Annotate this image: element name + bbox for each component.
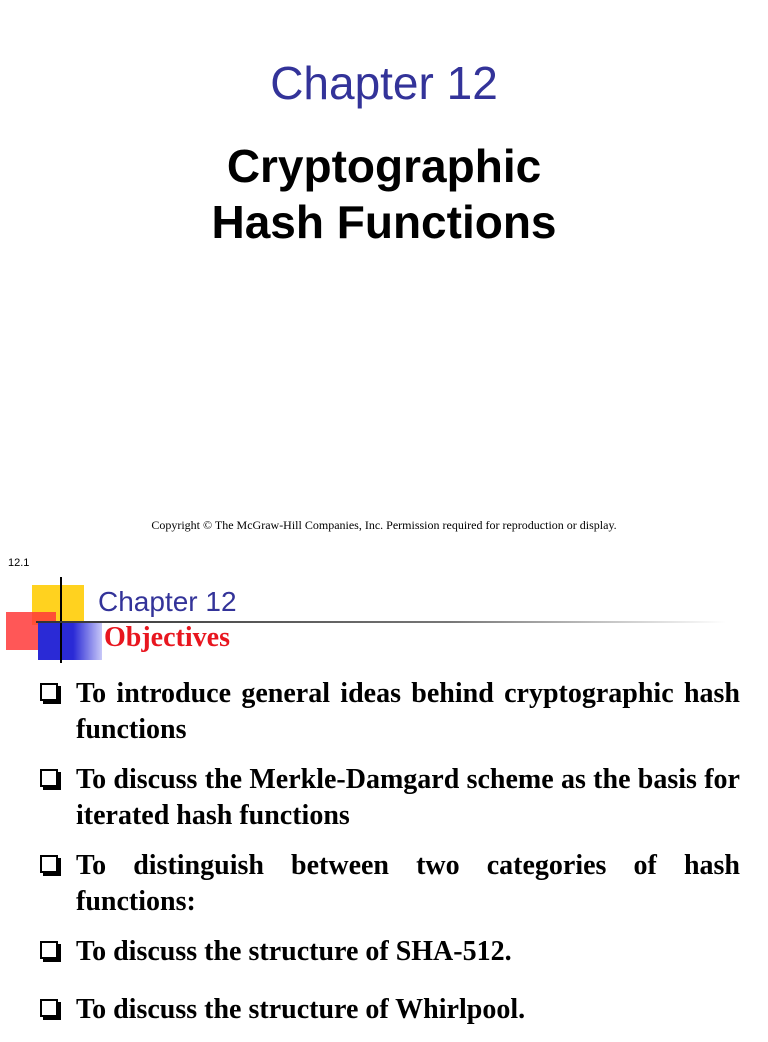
objective-text: To discuss the structure of SHA-512. [76,936,512,967]
objective-text: To distinguish between two categories of hash functions: [76,850,740,917]
objectives-heading: Objectives [104,622,230,653]
title-line-1: Cryptographic [226,140,542,192]
objective-item [38,676,740,748]
checkbox-bullet-icon [40,855,58,873]
objective-text: To discuss the structure of Whirlpool. [76,994,526,1025]
checkbox-bullet-icon [40,941,58,959]
checkbox-bullet-icon [40,683,58,701]
title-line-2: Hash Functions [211,196,557,248]
chapter-heading: Chapter 12 [270,57,498,109]
copyright-notice: Copyright © The McGraw-Hill Companies, Inc. Permission required for reproduction or display. [151,518,617,532]
objective-item [38,848,740,920]
objective-item [38,934,740,970]
decor-vertical-line [60,577,62,663]
slide-title [0,138,768,250]
objective-text: To discuss the Merkle-Damgard scheme as the basis for iterated hash functions [76,764,740,831]
checkbox-bullet-icon [40,999,58,1017]
objective-item [38,762,740,834]
slide-number: 12.1 [8,557,30,569]
objective-item [38,992,740,1028]
objectives-chapter-heading: Chapter 12 [98,586,237,617]
objectives-list [38,676,740,1042]
objective-text: To introduce general ideas behind cryptographic hash functions [76,678,740,745]
checkbox-bullet-icon [40,769,58,787]
decor-blue-square [38,622,102,660]
